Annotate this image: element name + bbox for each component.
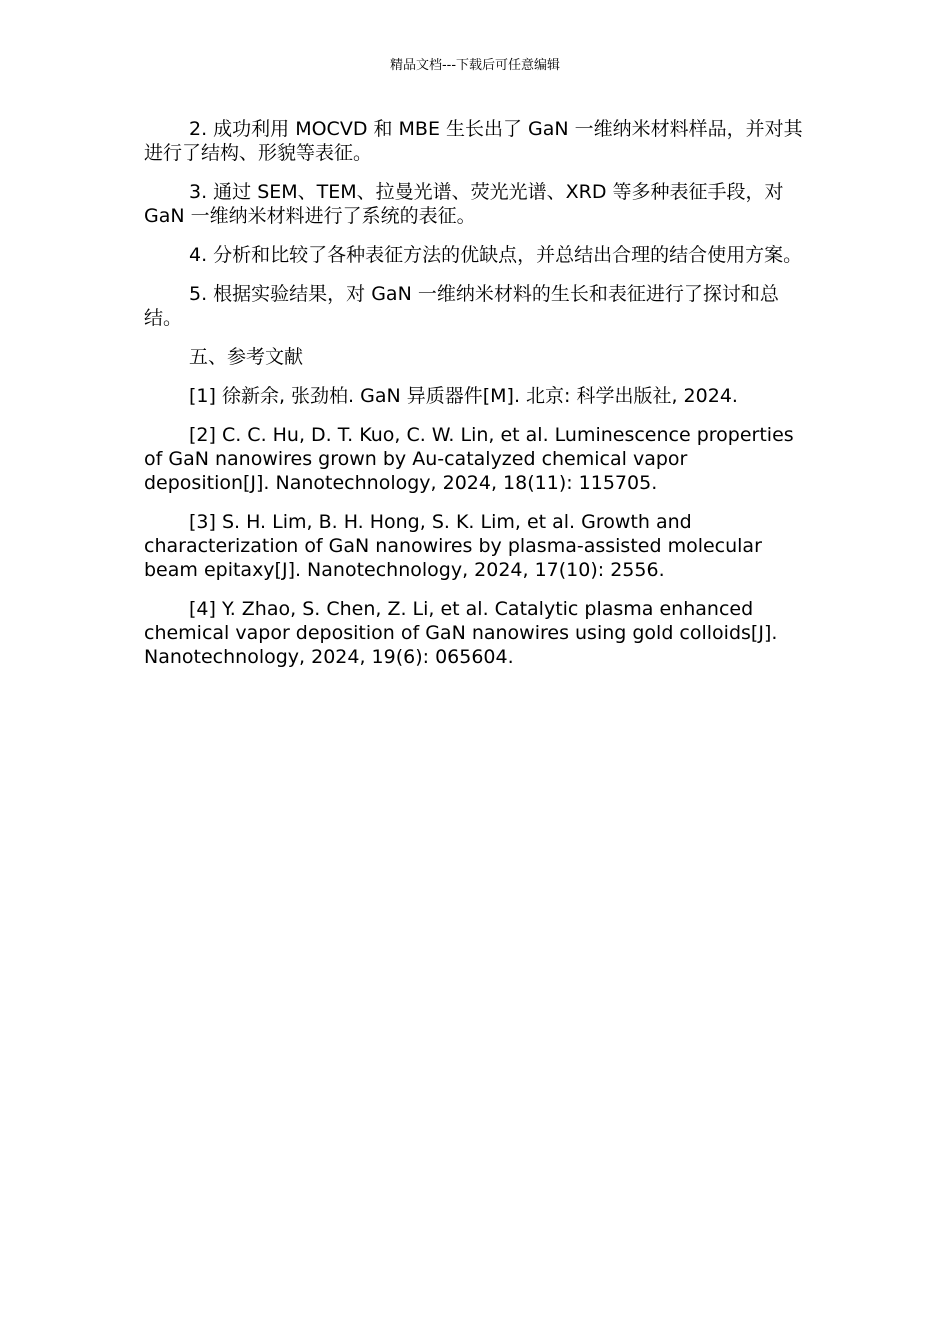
page-header: 精品文档---下载后可任意编辑 <box>389 58 561 73</box>
conclusion-item-2: 2. 成功利用 MOCVD 和 MBE 生长出了 GaN 一维纳米材料样品，并对其进行了结构、形貌等表征。 <box>144 118 803 164</box>
reference-3: [3] S. H. Lim, B. H. Hong, S. K. Lim, et al. Growth and characterization of GaN nanowires by plasma-assisted molecular beam epitaxy[J]. Nanotechnology, 2024, 17(10): 2556. <box>144 511 762 581</box>
conclusion-item-4: 4. 分析和比较了各种表征方法的优缺点，并总结出合理的结合使用方案。 <box>189 244 803 266</box>
conclusion-item-3: 3. 通过 SEM、TEM、拉曼光谱、荧光光谱、XRD 等多种表征手段，对 GaN 一维纳米材料进行了系统的表征。 <box>144 181 784 227</box>
reference-1: [1] 徐新余, 张劲柏. GaN 异质器件[M]. 北京: 科学出版社, 2024. <box>189 385 738 407</box>
document-body <box>144 117 810 684</box>
references-heading: 五、参考文献 <box>189 346 304 368</box>
conclusion-item-5: 5. 根据实验结果，对 GaN 一维纳米材料的生长和表征进行了探讨和总结。 <box>144 283 779 329</box>
reference-4: [4] Y. Zhao, S. Chen, Z. Li, et al. Catalytic plasma enhanced chemical vapor deposition of GaN nanowires using gold colloids[J]. Nanotechnology, 2024, 19(6): 065604. <box>144 598 778 668</box>
reference-2: [2] C. C. Hu, D. T. Kuo, C. W. Lin, et al. Luminescence properties of GaN nanowires grown by Au-catalyzed chemical vapor deposition[J]. Nanotechnology, 2024, 18(11): 115705. <box>144 424 794 494</box>
